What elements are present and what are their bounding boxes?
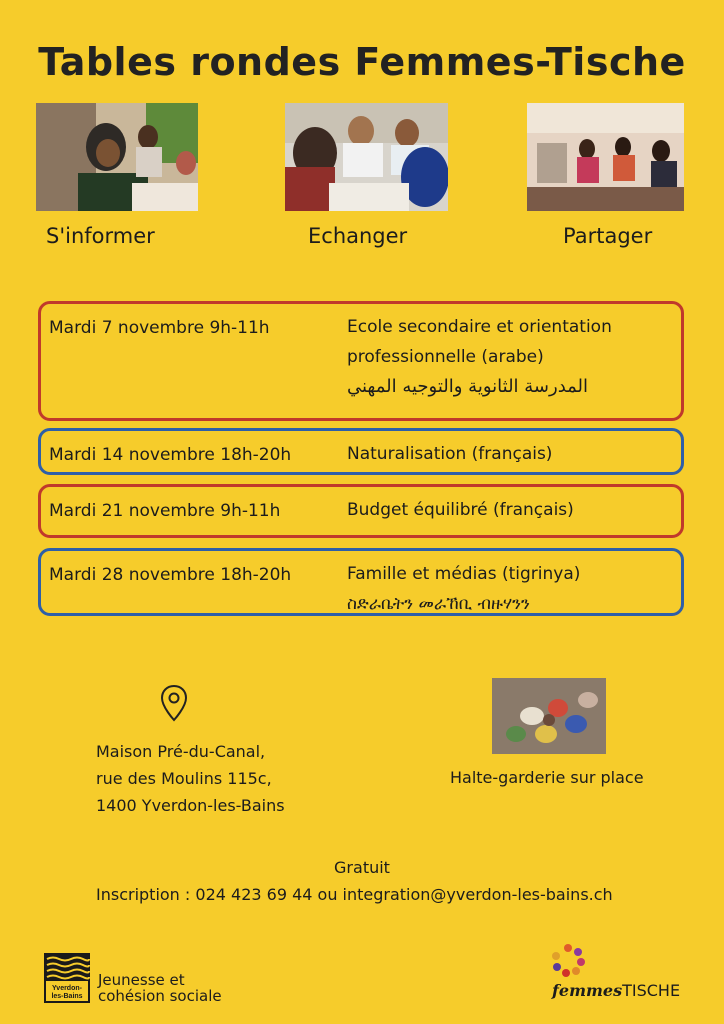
event-card (38, 548, 684, 616)
address-line: Maison Pré-du-Canal, (96, 742, 266, 761)
brand-part: femmes (552, 981, 623, 1000)
event-topic (347, 439, 677, 469)
department-line: Jeunesse et (98, 971, 185, 989)
map-pin-icon (160, 684, 188, 722)
gratuit-text: Gratuit (334, 858, 390, 877)
event-date: Mardi 28 novembre 18h-20h (49, 565, 292, 585)
photo-partager (527, 103, 684, 211)
event-topic-text: Naturalisation (français) (347, 444, 553, 464)
event-card (38, 301, 684, 421)
svg-text:les-Bains: les-Bains (51, 993, 83, 1000)
childcare-photo (492, 678, 606, 754)
event-topic (347, 559, 677, 619)
address-line: rue des Moulins 115c, (96, 769, 272, 788)
label-echanger: Echanger (308, 224, 408, 248)
address (96, 738, 285, 819)
event-card (38, 428, 684, 475)
event-topic-text: Ecole secondaire et orientation professionnelle (arabe) (347, 317, 612, 367)
brand-part: TISCHE (622, 981, 681, 1000)
event-date: Mardi 21 novembre 9h-11h (49, 501, 281, 521)
label-informer: S'informer (46, 224, 155, 248)
event-topic (347, 495, 677, 525)
childcare-label: Halte-garderie sur place (450, 768, 644, 787)
page-title: Tables rondes Femmes-Tische (38, 40, 686, 84)
address-line: 1400 Yverdon-les-Bains (96, 796, 285, 815)
yverdon-logo (44, 953, 90, 1003)
event-topic (347, 312, 677, 402)
event-card (38, 484, 684, 538)
label-partager: Partager (563, 224, 653, 248)
femmestische-logo-icon (548, 940, 588, 980)
event-date: Mardi 7 novembre 9h-11h (49, 318, 270, 338)
event-topic-arabic: المدرسة الثانوية والتوجيه المهني (347, 376, 589, 397)
department-name (98, 972, 222, 1004)
department-line: cohésion sociale (98, 987, 222, 1005)
event-topic-text: Famille et médias (tigrinya) (347, 564, 581, 584)
photo-informer (36, 103, 198, 211)
svg-text:Yverdon-: Yverdon- (52, 985, 82, 992)
event-topic-tigrinya: ስድራቤትን መራኸቢ ብዙሃንን (347, 594, 530, 614)
inscription-text: Inscription : 024 423 69 44 ou integration@yverdon-les-bains.ch (96, 885, 613, 904)
event-topic-text: Budget équilibré (français) (347, 500, 574, 520)
photo-echanger (285, 103, 448, 211)
femmestische-logo-text (552, 981, 680, 1000)
event-date: Mardi 14 novembre 18h-20h (49, 445, 292, 465)
